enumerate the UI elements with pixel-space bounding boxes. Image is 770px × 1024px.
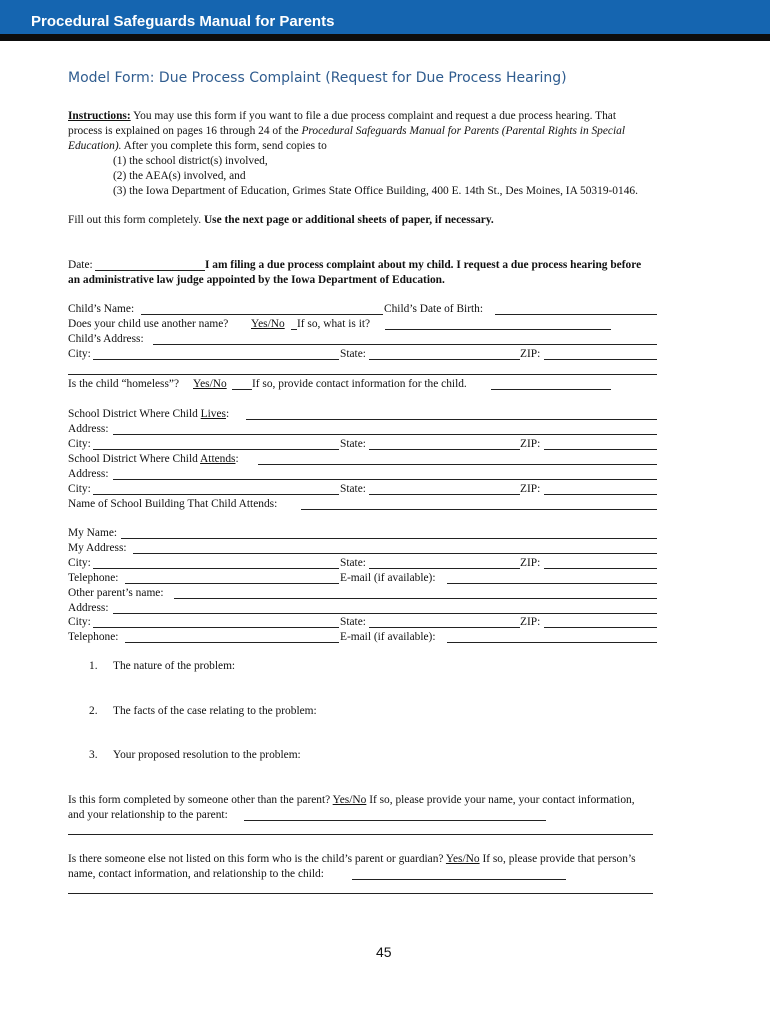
state-field[interactable] — [369, 627, 520, 628]
homeless-label: Is the child “homeless”? — [68, 378, 180, 390]
yes-no-underline — [232, 389, 252, 390]
state-label: State: — [340, 616, 366, 628]
guardian-yes-no[interactable]: Yes/No — [445, 853, 480, 865]
school-building-field[interactable] — [301, 509, 657, 510]
header-title: Procedural Safeguards Manual for Parents — [31, 13, 335, 30]
guardian-contact-label: name, contact information, and relationship to the child: — [68, 868, 324, 880]
telephone-label: Telephone: — [68, 631, 119, 643]
childs-dob-field[interactable] — [495, 314, 657, 315]
form-title: Model Form: Due Process Complaint (Request for Due Process Hearing) — [68, 70, 567, 86]
page-number: 45 — [376, 944, 392, 960]
address-label: Address: — [68, 602, 109, 614]
address-label: Address: — [68, 423, 109, 435]
zip-label: ZIP: — [520, 348, 541, 360]
other-person-extra-line[interactable] — [68, 834, 653, 835]
zip-field[interactable] — [544, 627, 657, 628]
address-field[interactable] — [113, 479, 657, 480]
homeless-contact-field[interactable] — [491, 389, 611, 390]
instructions-line-1: Instructions: You may use this form if you want to file a due process complaint and request a due process hearing. That — [68, 110, 617, 122]
city-field[interactable] — [93, 568, 339, 569]
city-label: City: — [68, 483, 91, 495]
my-address-label: My Address: — [68, 542, 127, 554]
another-name-yes-no[interactable]: Yes/No — [251, 318, 285, 330]
copy-recipient: (1) the school district(s) involved, — [113, 155, 268, 167]
zip-label: ZIP: — [520, 557, 541, 569]
telephone-label: Telephone: — [68, 572, 119, 584]
header-divider — [0, 34, 770, 41]
homeless-yes-no[interactable]: Yes/No — [193, 378, 227, 390]
childs-address-field[interactable] — [153, 344, 657, 345]
childs-address-label: Child’s Address: — [68, 333, 144, 345]
instructions-line-2: process is explained on pages 16 through 24 of the Procedural Safeguards Manual for Parents (Parental Rights in Special — [68, 125, 626, 137]
copy-recipient: (3) the Iowa Department of Education, Grimes State Office Building, 400 E. 14th St., Des Moines, IA 50319-0146. — [113, 185, 638, 197]
other-person-relationship-label: and your relationship to the parent: — [68, 809, 228, 821]
guardian-extra-line[interactable] — [68, 893, 653, 894]
guardian-question: Is there someone else not listed on this form who is the child’s parent or guardian? Yes/No If so, please provide that person’s — [68, 853, 636, 865]
instructions-label: Instructions: — [68, 110, 131, 122]
date-label: Date: — [68, 259, 93, 271]
city-label: City: — [68, 616, 91, 628]
another-name-field[interactable] — [385, 329, 611, 330]
district-attends-field[interactable] — [258, 464, 657, 465]
zip-label: ZIP: — [520, 616, 541, 628]
state-label: State: — [340, 438, 366, 450]
state-label: State: — [340, 483, 366, 495]
my-name-field[interactable] — [121, 538, 657, 539]
my-address-field[interactable] — [133, 553, 657, 554]
question-text: The nature of the problem: — [113, 660, 236, 672]
state-field[interactable] — [369, 568, 520, 569]
other-parent-field[interactable] — [174, 598, 657, 599]
email-label: E-mail (if available): — [340, 631, 436, 643]
other-person-question: Is this form completed by someone other than the parent? Yes/No If so, please provide your name, your contact information, — [68, 794, 635, 806]
district-lives-label: School District Where Child Lives: — [68, 408, 230, 420]
extra-address-line[interactable] — [68, 374, 657, 375]
zip-field[interactable] — [544, 568, 657, 569]
instructions-line-3: Education). After you complete this form, send copies to — [68, 140, 327, 152]
school-building-label: Name of School Building That Child Attends: — [68, 498, 278, 510]
question-text: Your proposed resolution to the problem: — [113, 749, 301, 761]
state-label: State: — [340, 348, 366, 360]
question-text: The facts of the case relating to the problem: — [113, 705, 317, 717]
address-field[interactable] — [113, 613, 657, 614]
question-number: 1. — [89, 660, 98, 672]
zip-field[interactable] — [544, 359, 657, 360]
date-field[interactable] — [95, 270, 205, 271]
fill-out-note: Fill out this form completely. Use the next page or additional sheets of paper, if necessary. — [68, 214, 494, 226]
guardian-contact-field[interactable] — [352, 879, 566, 880]
another-name-label: Does your child use another name? — [68, 318, 229, 330]
email-label: E-mail (if available): — [340, 572, 436, 584]
city-label: City: — [68, 348, 91, 360]
city-field[interactable] — [93, 494, 339, 495]
city-label: City: — [68, 438, 91, 450]
childs-name-field[interactable] — [141, 314, 383, 315]
another-name-question: If so, what is it? — [297, 318, 371, 330]
district-lives-field[interactable] — [246, 419, 657, 420]
city-label: City: — [68, 557, 91, 569]
telephone-field[interactable] — [125, 642, 339, 643]
telephone-field[interactable] — [125, 583, 339, 584]
childs-name-label: Child’s Name: — [68, 303, 135, 315]
city-field[interactable] — [93, 359, 339, 360]
zip-field[interactable] — [544, 449, 657, 450]
childs-dob-label: Child’s Date of Birth: — [384, 303, 484, 315]
email-field[interactable] — [447, 642, 657, 643]
question-number: 2. — [89, 705, 98, 717]
state-field[interactable] — [369, 359, 520, 360]
other-parent-label: Other parent’s name: — [68, 587, 164, 599]
district-attends-label: School District Where Child Attends: — [68, 453, 239, 465]
other-person-relationship-field[interactable] — [244, 820, 546, 821]
state-label: State: — [340, 557, 366, 569]
zip-label: ZIP: — [520, 483, 541, 495]
filing-statement: I am filing a due process complaint about my child. I request a due process hearing before — [205, 259, 642, 271]
homeless-question: If so, provide contact information for the child. — [252, 378, 467, 390]
state-field[interactable] — [369, 494, 520, 495]
address-field[interactable] — [113, 434, 657, 435]
zip-field[interactable] — [544, 494, 657, 495]
city-field[interactable] — [93, 449, 339, 450]
question-number: 3. — [89, 749, 98, 761]
city-field[interactable] — [93, 627, 339, 628]
zip-label: ZIP: — [520, 438, 541, 450]
address-label: Address: — [68, 468, 109, 480]
my-name-label: My Name: — [68, 527, 118, 539]
state-field[interactable] — [369, 449, 520, 450]
filing-statement-cont: an administrative law judge appointed by the Iowa Department of Education. — [68, 274, 445, 286]
copy-recipient: (2) the AEA(s) involved, and — [113, 170, 246, 182]
email-field[interactable] — [447, 583, 657, 584]
other-person-yes-no[interactable]: Yes/No — [332, 794, 367, 806]
